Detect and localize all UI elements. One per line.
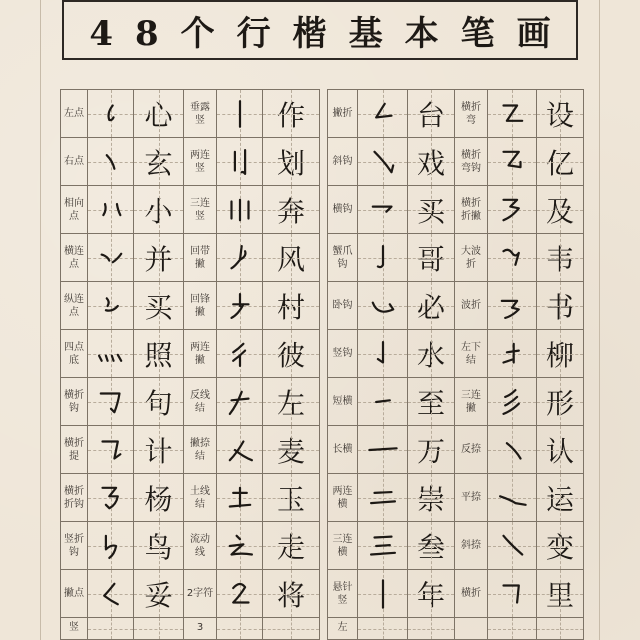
stroke-sample [358, 90, 408, 138]
example-character: 玉 [263, 474, 319, 522]
example-character: 彼 [263, 330, 319, 378]
stroke-sample [217, 90, 263, 138]
example-character: 奔 [263, 186, 319, 234]
stroke-drawing [366, 481, 400, 515]
stroke-name-label: 两连横 [328, 474, 358, 522]
stroke-name-label: 横折折钩 [61, 474, 88, 522]
stroke-name-label: 斜捺 [455, 522, 488, 570]
stroke-drawing [223, 145, 257, 179]
stroke-drawing [366, 289, 400, 323]
stroke-sample [217, 138, 263, 186]
example-character: 叁 [408, 522, 455, 570]
brush-stroke [229, 535, 251, 554]
stroke-name-label: 左下结 [455, 330, 488, 378]
example-character: 书 [537, 282, 583, 330]
example-character: 左 [263, 378, 319, 426]
stroke-drawing [495, 433, 529, 467]
example-character: 戏 [408, 138, 455, 186]
stroke-name-label [455, 618, 488, 640]
stroke-drawing [366, 145, 400, 179]
stroke-name-label: 平捺 [455, 474, 488, 522]
example-character [408, 618, 455, 640]
stroke-name-label: 横折钩 [61, 378, 88, 426]
stroke-sample [217, 186, 263, 234]
stroke-drawing [223, 193, 257, 227]
example-character: 麦 [263, 426, 319, 474]
brush-stroke [504, 390, 519, 414]
example-character: 杨 [134, 474, 184, 522]
brush-stroke [100, 393, 119, 412]
stroke-name-label: 三连横 [328, 522, 358, 570]
example-character: 设 [537, 90, 583, 138]
stroke-name-label: 斜钩 [328, 138, 358, 186]
stroke-drawing [223, 385, 257, 419]
example-character: 变 [537, 522, 583, 570]
stroke-sample [358, 570, 408, 618]
stroke-drawing [223, 529, 257, 563]
stroke-name-label: 短横 [328, 378, 358, 426]
stroke-sample [88, 570, 134, 618]
stroke-drawing [366, 433, 400, 467]
stroke-drawing [366, 193, 400, 227]
stroke-drawing [495, 337, 529, 371]
brush-stroke [101, 253, 121, 262]
brush-stroke [504, 343, 519, 362]
stroke-sample [217, 330, 263, 378]
frame-line-right [599, 0, 600, 640]
stroke-sample [358, 426, 408, 474]
brush-stroke [376, 103, 391, 117]
stroke-sample [358, 330, 408, 378]
brush-stroke [371, 492, 395, 503]
title-box [62, 0, 578, 60]
brush-stroke [504, 199, 519, 219]
stroke-sample [358, 186, 408, 234]
stroke-name-label: 横折折撇 [455, 186, 488, 234]
brush-stroke [504, 249, 519, 264]
example-character: 运 [537, 474, 583, 522]
stroke-sample [217, 234, 263, 282]
stroke-sample [488, 618, 537, 640]
brush-stroke [99, 354, 121, 360]
example-character: 风 [263, 234, 319, 282]
stroke-drawing [366, 337, 400, 371]
stroke-sample [88, 90, 134, 138]
stroke-name-label: 左点 [61, 90, 88, 138]
brush-stroke [105, 298, 117, 310]
example-character: 里 [537, 570, 583, 618]
stroke-sample [88, 378, 134, 426]
stroke-drawing [495, 481, 529, 515]
stroke-name-label: 回带撇 [184, 234, 217, 282]
brush-stroke [233, 343, 245, 365]
example-character: 崇 [408, 474, 455, 522]
stroke-sample [358, 234, 408, 282]
stroke-sample [217, 282, 263, 330]
stroke-sample [88, 234, 134, 282]
example-character: 妥 [134, 570, 184, 618]
brush-stroke [103, 204, 120, 215]
brush-stroke [374, 151, 393, 171]
brush-stroke [504, 535, 523, 554]
stroke-name-label: 竖 [61, 618, 88, 640]
example-character: 句 [134, 378, 184, 426]
stroke-sample [488, 426, 537, 474]
example-character [263, 618, 319, 640]
stroke-name-label: 左 [328, 618, 358, 640]
stroke-name-label: 流动线 [184, 522, 217, 570]
brush-stroke [504, 585, 519, 602]
stroke-sample [358, 138, 408, 186]
stroke-table-left [60, 89, 320, 640]
stroke-sample [488, 90, 537, 138]
stroke-name-label: 大波折 [455, 234, 488, 282]
stroke-name-label: 右点 [61, 138, 88, 186]
stroke-drawing [366, 97, 400, 131]
stroke-sample [358, 378, 408, 426]
stroke-name-label: 波折 [455, 282, 488, 330]
stroke-sample [217, 474, 263, 522]
stroke-drawing [94, 385, 128, 419]
stroke-drawing [94, 481, 128, 515]
stroke-sample [88, 618, 134, 640]
stroke-sample [88, 138, 134, 186]
stroke-drawing [366, 577, 400, 611]
brush-stroke [104, 583, 118, 603]
stroke-name-label: 两连撇 [184, 330, 217, 378]
example-character: 万 [408, 426, 455, 474]
brush-stroke [102, 487, 117, 507]
stroke-drawing [495, 241, 529, 275]
brush-stroke [502, 300, 519, 317]
stroke-sample [217, 378, 263, 426]
stroke-sample [488, 570, 537, 618]
stroke-sample [488, 474, 537, 522]
stroke-name-label: 三连竖 [184, 186, 217, 234]
brush-stroke [376, 400, 390, 402]
stroke-drawing [223, 289, 257, 323]
brush-stroke [106, 155, 114, 169]
stroke-drawing [495, 529, 529, 563]
stroke-sample [488, 138, 537, 186]
stroke-drawing [94, 577, 128, 611]
brush-stroke [234, 150, 244, 174]
example-character: 及 [537, 186, 583, 234]
stroke-drawing [495, 289, 529, 323]
stroke-sample [488, 522, 537, 570]
brush-stroke [229, 441, 251, 460]
stroke-sample [488, 282, 537, 330]
example-character: 将 [263, 570, 319, 618]
stroke-drawing [495, 577, 529, 611]
stroke-drawing [94, 193, 128, 227]
stroke-drawing [94, 241, 128, 275]
stroke-name-label: 两连竖 [184, 138, 217, 186]
stroke-name-label: 撇折 [328, 90, 358, 138]
stroke-name-label: 四点底 [61, 330, 88, 378]
stroke-sample [217, 618, 263, 640]
stroke-name-label: 垂露竖 [184, 90, 217, 138]
example-character [134, 618, 184, 640]
brush-stroke [372, 206, 391, 211]
example-character: 年 [408, 570, 455, 618]
stroke-drawing [223, 481, 257, 515]
stroke-name-label: 横折 [455, 570, 488, 618]
example-character: 心 [134, 90, 184, 138]
stroke-name-label: 横钩 [328, 186, 358, 234]
example-character: 走 [263, 522, 319, 570]
example-character: 韦 [537, 234, 583, 282]
example-character: 划 [263, 138, 319, 186]
page-title: 48个行楷基本笔画 [89, 13, 573, 54]
brush-stroke [233, 584, 248, 603]
stroke-drawing [223, 97, 257, 131]
brush-stroke [504, 151, 521, 166]
example-character: 哥 [408, 234, 455, 282]
example-character: 玄 [134, 138, 184, 186]
brush-stroke [229, 391, 248, 413]
stroke-name-label: 撇捺结 [184, 426, 217, 474]
example-character: 形 [537, 378, 583, 426]
stroke-drawing [223, 241, 257, 275]
stroke-name-label: 回锋撇 [184, 282, 217, 330]
stroke-drawing [94, 337, 128, 371]
stroke-name-label: 横连点 [61, 234, 88, 282]
stroke-drawing [223, 577, 257, 611]
brush-stroke [229, 487, 249, 506]
stroke-name-label: 横折弯 [455, 90, 488, 138]
stroke-drawing [495, 145, 529, 179]
example-character: 小 [134, 186, 184, 234]
example-character: 必 [408, 282, 455, 330]
stroke-drawing [94, 97, 128, 131]
stroke-name-label: 长横 [328, 426, 358, 474]
example-character [537, 618, 583, 640]
stroke-name-label: 竖折钩 [61, 522, 88, 570]
example-character: 台 [408, 90, 455, 138]
stroke-drawing [366, 529, 400, 563]
stroke-sample [358, 282, 408, 330]
brush-stroke [102, 441, 120, 458]
stroke-name-label: 三连撇 [455, 378, 488, 426]
frame-line-left [40, 0, 41, 640]
stroke-name-label: 3 [184, 618, 217, 640]
brush-stroke [105, 535, 115, 557]
brush-stroke [371, 536, 395, 554]
stroke-drawing [223, 433, 257, 467]
brush-stroke [231, 246, 245, 268]
stroke-drawing [495, 385, 529, 419]
stroke-table-right [327, 89, 584, 640]
example-character: 计 [134, 426, 184, 474]
stroke-name-label: 横折弯钩 [455, 138, 488, 186]
brush-stroke [108, 105, 113, 120]
stroke-name-label: 横折提 [61, 426, 88, 474]
stroke-sample [88, 282, 134, 330]
example-character: 柳 [537, 330, 583, 378]
brush-stroke [507, 443, 521, 458]
brush-stroke [500, 496, 525, 505]
example-character: 买 [134, 282, 184, 330]
stroke-sample [488, 330, 537, 378]
brush-stroke [231, 294, 248, 318]
stroke-name-label: 土线结 [184, 474, 217, 522]
example-character: 照 [134, 330, 184, 378]
brush-stroke [231, 199, 248, 219]
stroke-sample [358, 618, 408, 640]
stroke-sample [88, 426, 134, 474]
brush-stroke [377, 342, 382, 362]
example-character: 买 [408, 186, 455, 234]
stroke-sample [88, 474, 134, 522]
brush-stroke [504, 105, 523, 120]
example-character: 并 [134, 234, 184, 282]
stroke-sample [88, 522, 134, 570]
stroke-sample [217, 522, 263, 570]
stroke-name-label: 竖钩 [328, 330, 358, 378]
stroke-sample [358, 474, 408, 522]
brush-stroke [369, 448, 396, 450]
brush-stroke [377, 246, 382, 267]
example-character: 至 [408, 378, 455, 426]
stroke-drawing [94, 433, 128, 467]
example-character: 鸟 [134, 522, 184, 570]
stroke-sample [488, 186, 537, 234]
stroke-sample [88, 186, 134, 234]
example-character: 亿 [537, 138, 583, 186]
stroke-drawing [223, 337, 257, 371]
stroke-name-label: 蟹爪钩 [328, 234, 358, 282]
stroke-drawing [94, 529, 128, 563]
stroke-sample [488, 378, 537, 426]
example-character: 作 [263, 90, 319, 138]
stroke-name-label: 卧钩 [328, 282, 358, 330]
stroke-drawing [94, 289, 128, 323]
stroke-name-label: 2字符 [184, 570, 217, 618]
example-character: 认 [537, 426, 583, 474]
stroke-sample [358, 522, 408, 570]
stroke-drawing [495, 193, 529, 227]
example-character: 水 [408, 330, 455, 378]
stroke-drawing [495, 97, 529, 131]
stroke-name-label: 相向点 [61, 186, 88, 234]
stroke-name-label: 纵连点 [61, 282, 88, 330]
stroke-name-label: 反捺 [455, 426, 488, 474]
stroke-sample [217, 570, 263, 618]
stroke-drawing [366, 385, 400, 419]
brush-stroke [372, 302, 392, 311]
stroke-drawing [94, 145, 128, 179]
stroke-sample [488, 234, 537, 282]
stroke-name-label: 悬针竖 [328, 570, 358, 618]
stroke-sample [217, 426, 263, 474]
example-character: 村 [263, 282, 319, 330]
stroke-drawing [366, 241, 400, 275]
stroke-sample [88, 330, 134, 378]
stroke-name-label: 撇点 [61, 570, 88, 618]
stroke-name-label: 反线结 [184, 378, 217, 426]
